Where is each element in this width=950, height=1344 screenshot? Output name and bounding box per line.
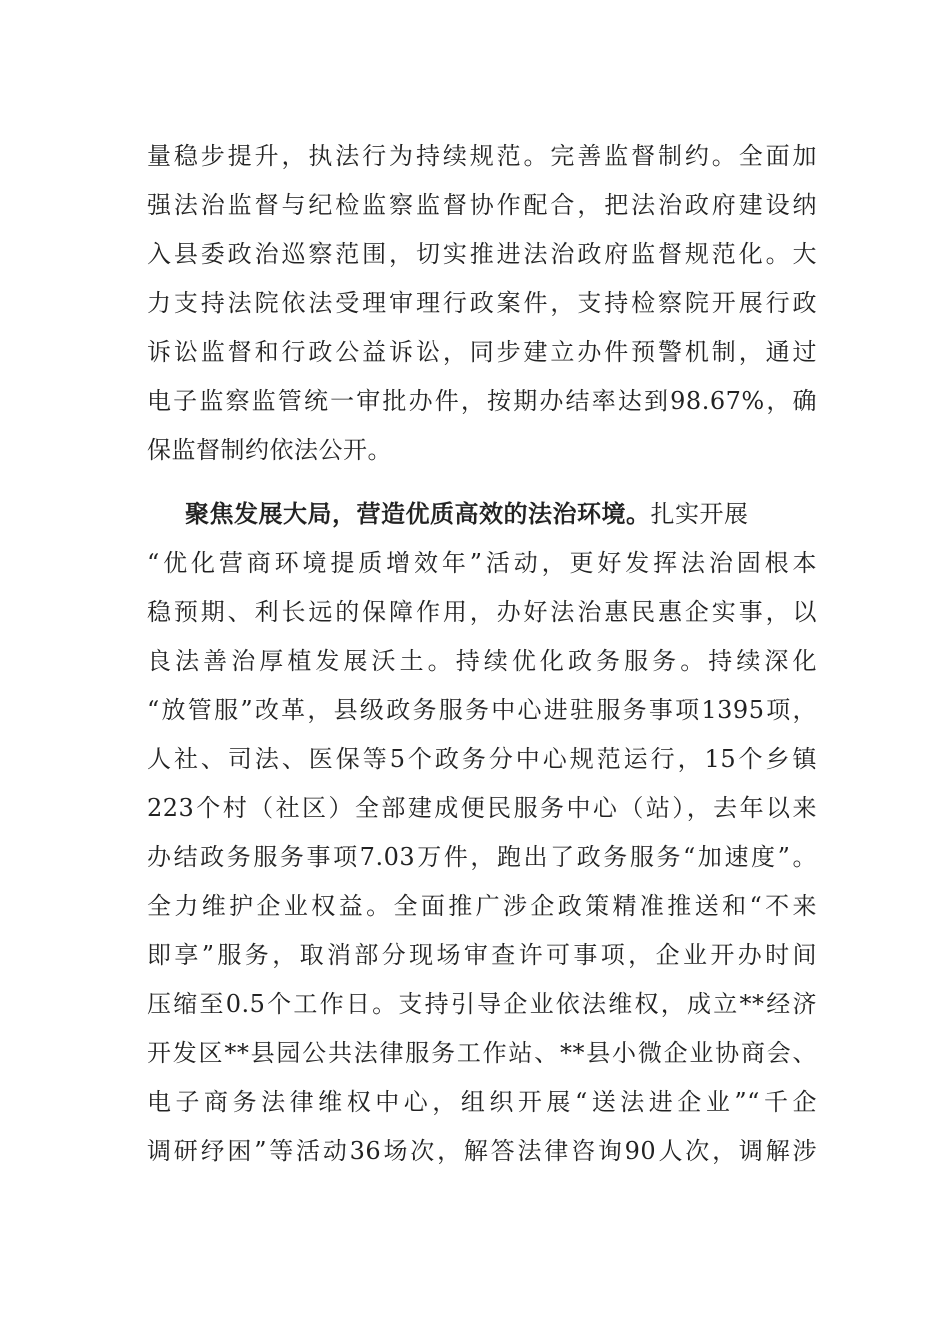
paragraph-2-line-13: 电子商务法律维权中心，组织开展“送法进企业”“千企 — [147, 1088, 817, 1116]
paragraph-2-line-12: 开发区**县园公共法律服务工作站、**县小微企业协商会、 — [147, 1039, 817, 1067]
paragraph-2-line-3: 稳预期、利长远的保障作用，办好法治惠民惠企实事，以 — [147, 598, 817, 626]
paragraph-1-line-7: 保监督制约依法公开。 — [147, 436, 392, 464]
paragraph-2-heading: 聚焦发展大局，营造优质高效的法治环境。 — [185, 499, 651, 528]
paragraph-2-line-5: “放管服”改革，县级政务服务中心进驻服务事项1395项， — [147, 696, 817, 724]
paragraph-2-line-2: “优化营商环境提质增效年”活动，更好发挥法治固根本 — [147, 549, 817, 577]
paragraph-2-line-7: 223个村（社区）全部建成便民服务中心（站），去年以来 — [147, 794, 817, 822]
paragraph-2-line-14: 调研纾困”等活动36场次，解答法律咨询90人次，调解涉 — [147, 1137, 817, 1165]
paragraph-2-first-line-rest: 扎实开展 — [650, 500, 749, 528]
paragraph-1-line-5: 诉讼监督和行政公益诉讼，同步建立办件预警机制，通过 — [147, 338, 817, 366]
paragraph-2-line-1 — [185, 494, 817, 534]
paragraph-2-line-6: 人社、司法、医保等5个政务分中心规范运行，15个乡镇 — [147, 745, 817, 773]
paragraph-1-line-3: 入县委政治巡察范围，切实推进法治政府监督规范化。大 — [147, 240, 817, 268]
paragraph-2-line-8: 办结政务服务事项7.03万件，跑出了政务服务“加速度”。 — [147, 843, 817, 871]
paragraph-1-line-4: 力支持法院依法受理审理行政案件，支持检察院开展行政 — [147, 289, 817, 317]
paragraph-2-line-9: 全力维护企业权益。全面推广涉企政策精准推送和“不来 — [147, 892, 817, 920]
paragraph-2-line-4: 良法善治厚植发展沃土。持续优化政务服务。持续深化 — [147, 647, 817, 675]
paragraph-1-line-6: 电子监察监管统一审批办件，按期办结率达到98.67%，确 — [147, 387, 817, 415]
paragraph-2-line-10: 即享”服务，取消部分现场审查许可事项，企业开办时间 — [147, 941, 817, 969]
paragraph-1-line-1: 量稳步提升，执法行为持续规范。完善监督制约。全面加 — [147, 142, 817, 170]
paragraph-2-line-11: 压缩至0.5个工作日。支持引导企业依法维权，成立**经济 — [147, 990, 817, 1018]
paragraph-1-line-2: 强法治监督与纪检监察监督协作配合，把法治政府建设纳 — [147, 191, 817, 219]
